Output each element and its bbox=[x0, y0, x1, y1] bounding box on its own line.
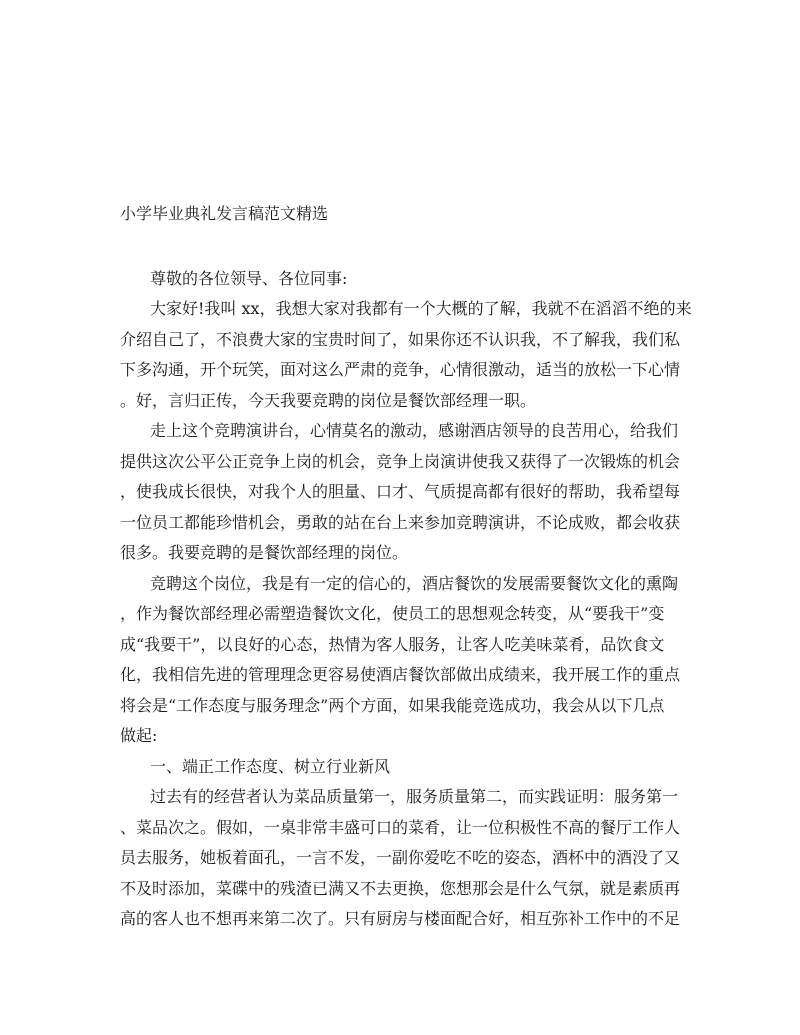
document-title: 小学毕业典礼发言稿范文精选 bbox=[120, 204, 329, 223]
paragraph-line: 一位员工都能珍惜机会，勇敢的站在台上来参加竞聘演讲，不论成败，都会收获 bbox=[120, 513, 681, 532]
paragraph-line: 不及时添加，菜碟中的残渣已满又不去更换，您想那会是什么气氛，就是素质再 bbox=[120, 879, 681, 898]
paragraph-line: 员去服务，她板着面孔，一言不发，一副你爱吃不吃的姿态，酒杯中的酒没了又 bbox=[120, 848, 681, 867]
paragraph-line: 提供这次公平公正竞争上岗的机会，竞争上岗演讲使我又获得了一次锻炼的机会 bbox=[120, 452, 681, 471]
paragraph-line: 介绍自己了，不浪费大家的宝贵时间了，如果你还不认识我，不了解我，我们私 bbox=[120, 330, 681, 349]
paragraph-line: 。好，言归正传，今天我要竞聘的岗位是餐饮部经理一职。 bbox=[120, 391, 537, 410]
paragraph-line: 做起: bbox=[120, 726, 158, 745]
paragraph-line: 过去有的经营者认为菜品质量第一，服务质量第二，而实践证明：服务第一 bbox=[150, 787, 679, 806]
paragraph-line: 、菜品次之。假如，一桌非常丰盛可口的菜肴，让一位积极性不高的餐厅工作人 bbox=[120, 818, 681, 837]
paragraph-line: ，作为餐饮部经理必需塑造餐饮文化，使员工的思想观念转变，从“要我干”变 bbox=[120, 604, 665, 623]
section-heading: 一、端正工作态度、树立行业新风 bbox=[150, 757, 391, 776]
paragraph-line: 竞聘这个岗位，我是有一定的信心的，酒店餐饮的发展需要餐饮文化的熏陶 bbox=[150, 574, 679, 593]
paragraph-line: 将会是“工作态度与服务理念”两个方面，如果我能竞选成功，我会从以下几点 bbox=[120, 696, 665, 715]
paragraph-line: 尊敬的各位领导、各位同事: bbox=[150, 269, 348, 288]
paragraph-line: 走上这个竞聘演讲台，心情莫名的激动，感谢酒店领导的良苦用心，给我们 bbox=[150, 421, 679, 440]
paragraph-line: 很多。我要竞聘的是餐饮部经理的岗位。 bbox=[120, 543, 409, 562]
paragraph-line: 化，我相信先进的管理理念更容易使酒店餐饮部做出成绩来，我开展工作的重点 bbox=[120, 665, 681, 684]
paragraph-line: 下多沟通，开个玩笑，面对这么严肃的竞争，心情很激动，适当的放松一下心情 bbox=[120, 360, 681, 379]
paragraph-line: 成“我要干”，以良好的心态，热情为客人服务，让客人吃美味菜肴，品饮食文 bbox=[120, 635, 665, 654]
paragraph-line: 大家好!我叫 xx，我想大家对我都有一个大概的了解，我就不在滔滔不绝的来 bbox=[150, 299, 692, 318]
paragraph-line: ，使我成长很快，对我个人的胆量、口才、气质提高都有很好的帮助，我希望每 bbox=[120, 482, 681, 501]
paragraph-line: 高的客人也不想再来第二次了。只有厨房与楼面配合好，相互弥补工作中的不足 bbox=[120, 909, 681, 928]
